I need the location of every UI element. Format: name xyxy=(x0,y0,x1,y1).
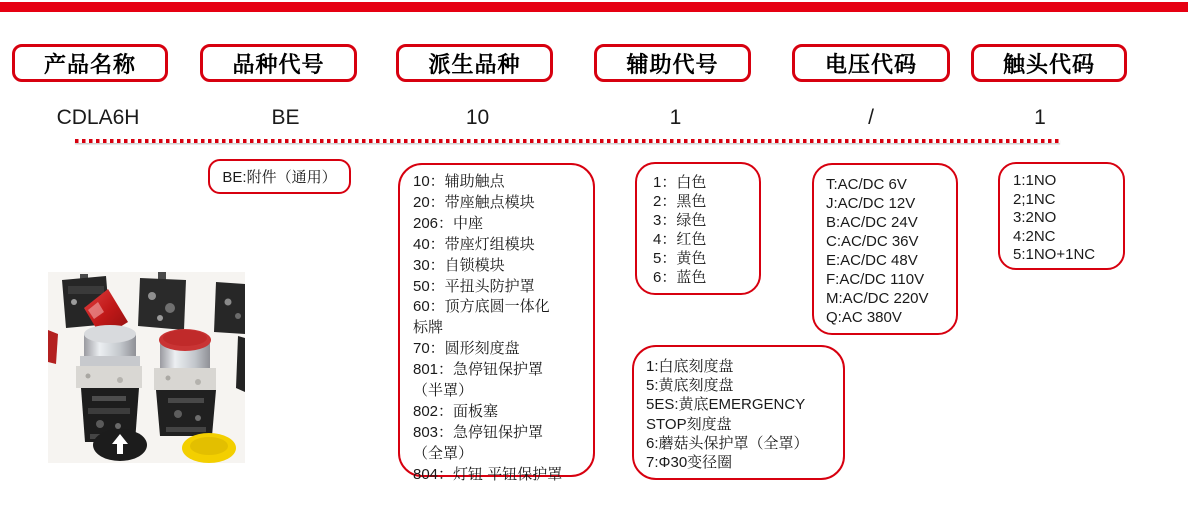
text-line: T:AC/DC 6V xyxy=(826,176,907,193)
text-line: 70：圆形刻度盘 xyxy=(413,340,520,358)
text-line: C:AC/DC 36V xyxy=(826,233,919,250)
text-line: 30：自锁模块 xyxy=(413,256,505,274)
text-line: 6：蓝色 xyxy=(653,269,707,286)
column-header-label: 品种代号 xyxy=(232,51,325,77)
text-line: STOP刻度盘 xyxy=(646,415,732,433)
column-header-label: 电压代码 xyxy=(824,51,917,77)
derived-variety-detail-box xyxy=(398,163,595,483)
text-line: 5:黄底刻度盘 xyxy=(646,377,734,395)
top-red-bar xyxy=(0,2,1188,12)
yellow-cap-icon xyxy=(182,433,236,463)
text-line: 802：面板塞 xyxy=(413,402,499,420)
contact-code-detail-box xyxy=(998,162,1125,270)
text-line: F:AC/DC 110V xyxy=(826,271,925,288)
text-line: 206：中座 xyxy=(413,214,484,232)
column-header-voltage-code xyxy=(792,44,950,82)
variety-code-detail-box xyxy=(208,159,351,194)
auxiliary-code-detail-box xyxy=(635,162,761,295)
text-line: 7:Φ30变径圈 xyxy=(646,454,733,472)
text-line: E:AC/DC 48V xyxy=(826,252,918,269)
text-line: 803：急停钮保护罩 xyxy=(413,423,544,441)
text-line: 5：黄色 xyxy=(653,250,707,267)
text-line: B:AC/DC 24V xyxy=(826,214,918,231)
product-photo xyxy=(48,272,245,463)
column-header-label: 辅助代号 xyxy=(626,51,719,77)
text-line: 标牌 xyxy=(413,319,444,337)
column-header-product-name xyxy=(12,44,168,82)
code-value-product-name: CDLA6H xyxy=(56,106,140,129)
text-line: 4：红色 xyxy=(653,231,707,248)
code-value-variety-code: BE xyxy=(271,106,300,129)
column-header-label: 产品名称 xyxy=(43,51,136,77)
text-line: 1:白底刻度盘 xyxy=(646,358,734,375)
text-line: 801：急停钮保护罩 xyxy=(413,361,544,379)
code-value-contact-code: 1 xyxy=(1034,106,1046,129)
voltage-code-detail-box xyxy=(812,163,958,335)
text-line: 6:蘑菇头保护罩（全罩） xyxy=(646,434,809,452)
text-line: 2;1NC xyxy=(1013,190,1056,208)
arrow-button-icon xyxy=(93,429,147,461)
column-header-label: 触头代码 xyxy=(1002,51,1095,77)
text-line: BE:附件（通用） xyxy=(222,169,337,186)
text-line: （半罩） xyxy=(413,382,474,400)
text-line: 60：顶方底圆一体化 xyxy=(413,298,550,316)
text-line: 20：带座触点模块 xyxy=(413,193,535,211)
text-line: 5ES:黄底EMERGENCY xyxy=(646,396,806,414)
text-line: 1:1NO xyxy=(1013,172,1057,189)
text-line: Q:AC 380V xyxy=(826,309,902,326)
text-line: 5:1NO+1NC xyxy=(1013,246,1096,264)
text-line: 10：辅助触点 xyxy=(413,173,505,190)
text-line: （全罩） xyxy=(413,444,474,462)
auxiliary-extra-detail-box xyxy=(632,345,845,480)
text-line: J:AC/DC 12V xyxy=(826,195,916,212)
code-value-auxiliary-code: 1 xyxy=(669,106,682,129)
column-header-auxiliary-code xyxy=(594,44,751,82)
text-line: 50：平扭头防护罩 xyxy=(413,277,535,295)
code-value-derived-variety: 10 xyxy=(465,106,490,129)
text-line: 3:2NO xyxy=(1013,209,1057,227)
column-header-contact-code xyxy=(971,44,1127,82)
text-line: 2：黑色 xyxy=(653,193,707,210)
text-line: 3：绿色 xyxy=(653,212,707,229)
text-line: M:AC/DC 220V xyxy=(826,290,929,307)
text-line: 4:2NC xyxy=(1013,227,1056,245)
column-header-derived-variety xyxy=(396,44,553,82)
column-header-label: 派生品种 xyxy=(428,51,521,77)
text-line: 1：白色 xyxy=(653,174,707,191)
column-header-variety-code xyxy=(200,44,357,82)
code-value-voltage-code: / xyxy=(868,106,874,129)
text-line: 804：灯钮 平钮保护罩 xyxy=(413,465,563,483)
dotted-separator-line xyxy=(75,139,1060,143)
pushbutton-switch-icon xyxy=(154,329,216,436)
text-line: 40：带座灯组模块 xyxy=(413,235,535,253)
